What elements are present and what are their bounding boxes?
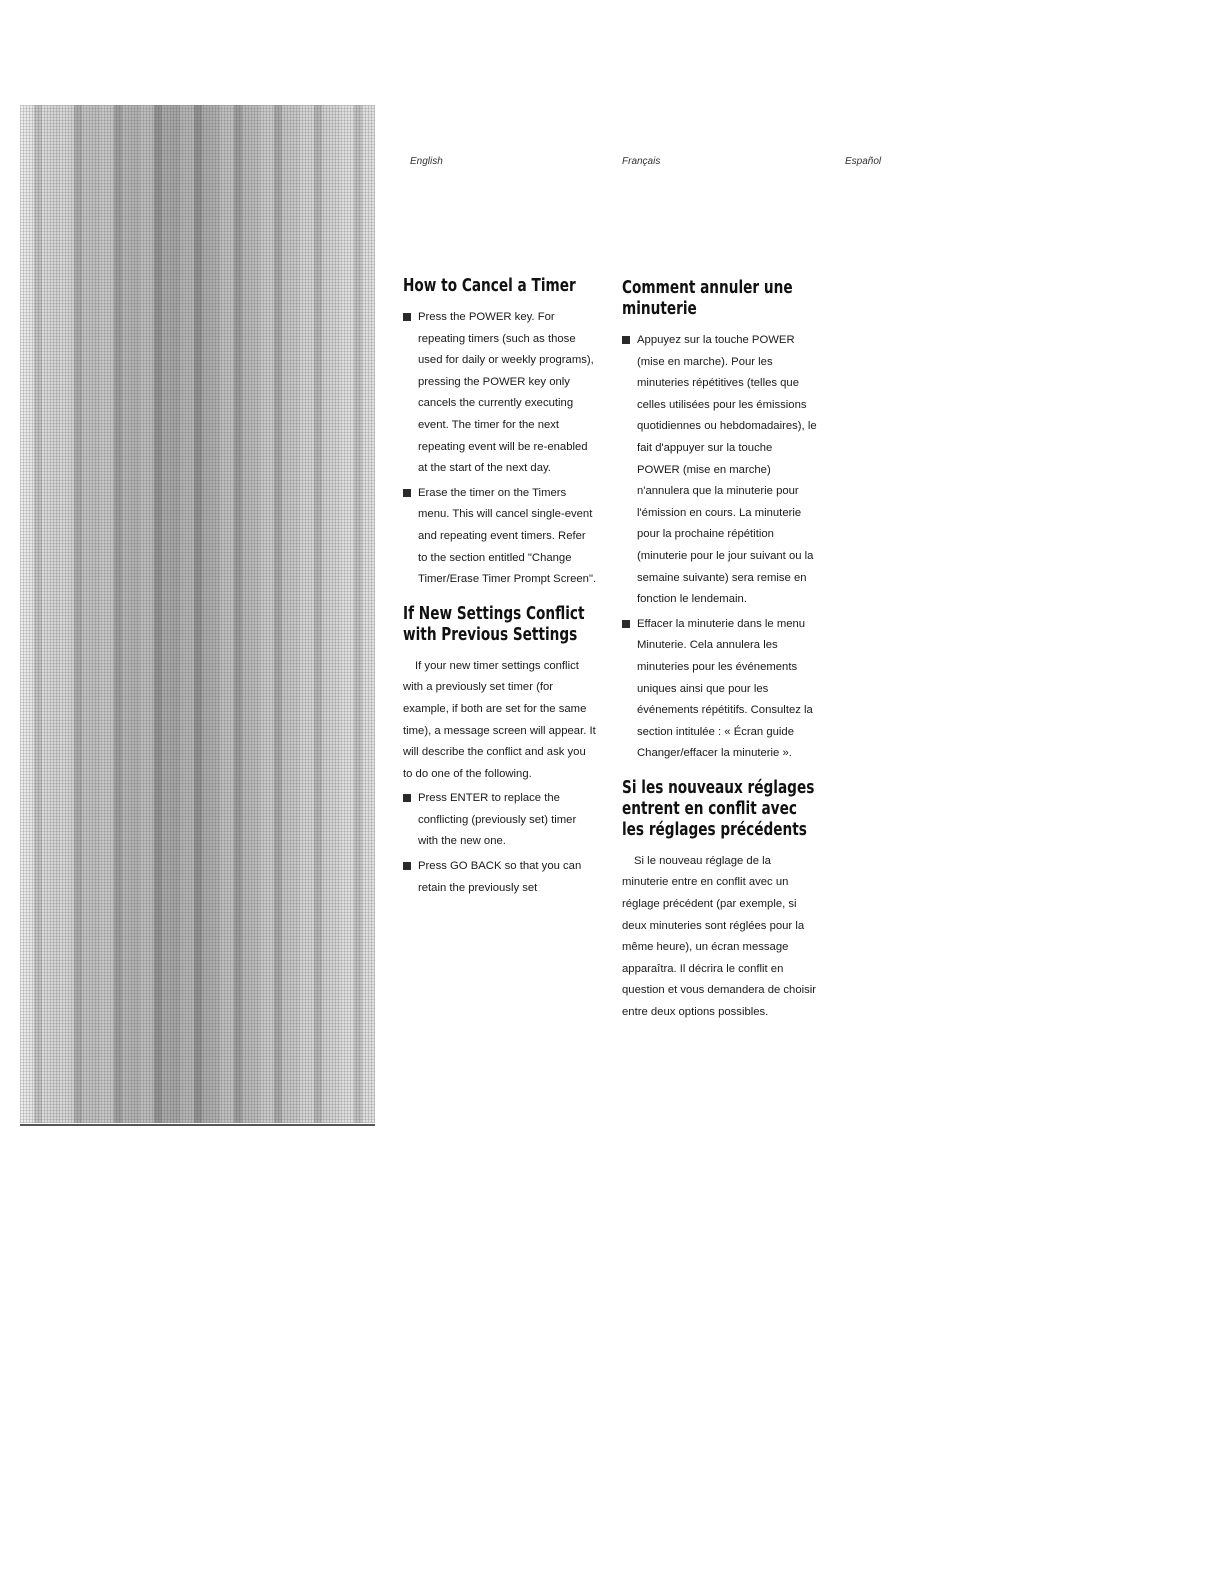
list-item-text: Appuyez sur la touche POWER (mise en marche). Pour les minuteries répétitives (telles que celles utilisées pour les émissions quotidiennes ou hebdomadaires), le fait d'appuyer sur la touche POWER (mise en marche) n'annulera que la minuterie pour l'émission en cours. La minuterie pour la prochaine répétition (minuterie pour le jour suivant ou la semaine suivante) sera remise en fonction le lendemain. (637, 334, 817, 606)
list-item (622, 330, 817, 611)
cancel-timer-heading: How to Cancel a Timer (403, 276, 576, 296)
list-item (403, 483, 598, 591)
square-bullet-icon (403, 489, 411, 497)
square-bullet-icon (403, 313, 411, 321)
list-item (403, 856, 598, 899)
halftone-photo (20, 105, 375, 1123)
conflict-heading: If New Settings Conflict with Previous Settings (403, 603, 585, 645)
english-column (403, 276, 598, 902)
language-label-french: Français (622, 156, 661, 167)
french-column (622, 278, 817, 1027)
conflict-intro: If your new timer settings conflict with a previously set timer (for example, if both are set for the same time), a message screen will appear. It will describe the conflict and ask you to do one of the following. (403, 659, 596, 780)
square-bullet-icon (622, 620, 630, 628)
list-item (622, 614, 817, 765)
list-item (403, 788, 598, 853)
list-item-text: Erase the timer on the Timers menu. This will cancel single-event and repeating event timers. Refer to the section entitled "Change Timer/Erase Timer Prompt Screen". (418, 486, 597, 586)
conflict-intro-fr: Si le nouveau réglage de la minuterie entre en conflit avec un réglage précédent (par exemple, si deux minuteries sont réglées pour la même heure), un écran message apparaîtra. Il décrira le conflit en question et vous demandera de choisir entre deux options possibles. (622, 854, 817, 1019)
list-item-text: Press the POWER key. For repeating timers (such as those used for daily or weekly programs), pressing the POWER key only cancels the currently executing event. The timer for the next repeating event will be re-enabled at the start of the next day. (418, 311, 594, 475)
language-label-english: English (410, 156, 443, 167)
square-bullet-icon (622, 336, 630, 344)
square-bullet-icon (403, 794, 411, 802)
language-label-spanish: Español (845, 156, 882, 167)
list-item-text: Press ENTER to replace the conflicting (previously set) timer with the new one. (418, 792, 577, 848)
square-bullet-icon (403, 862, 411, 870)
list-item (403, 307, 598, 480)
cancel-timer-heading-fr: Comment annuler une minuterie (622, 278, 793, 319)
conflict-heading-fr: Si les nouveaux réglages entrent en conflit avec les réglages précédents (622, 777, 815, 840)
list-item-text: Effacer la minuterie dans le menu Minuterie. Cela annulera les minuteries pour les événements uniques ainsi que pour les événements répétitifs. Consultez la section intitulée : « Écran guide Changer/effacer la minuterie ». (637, 617, 813, 760)
list-item-text: Press GO BACK so that you can retain the previously set (418, 860, 582, 894)
